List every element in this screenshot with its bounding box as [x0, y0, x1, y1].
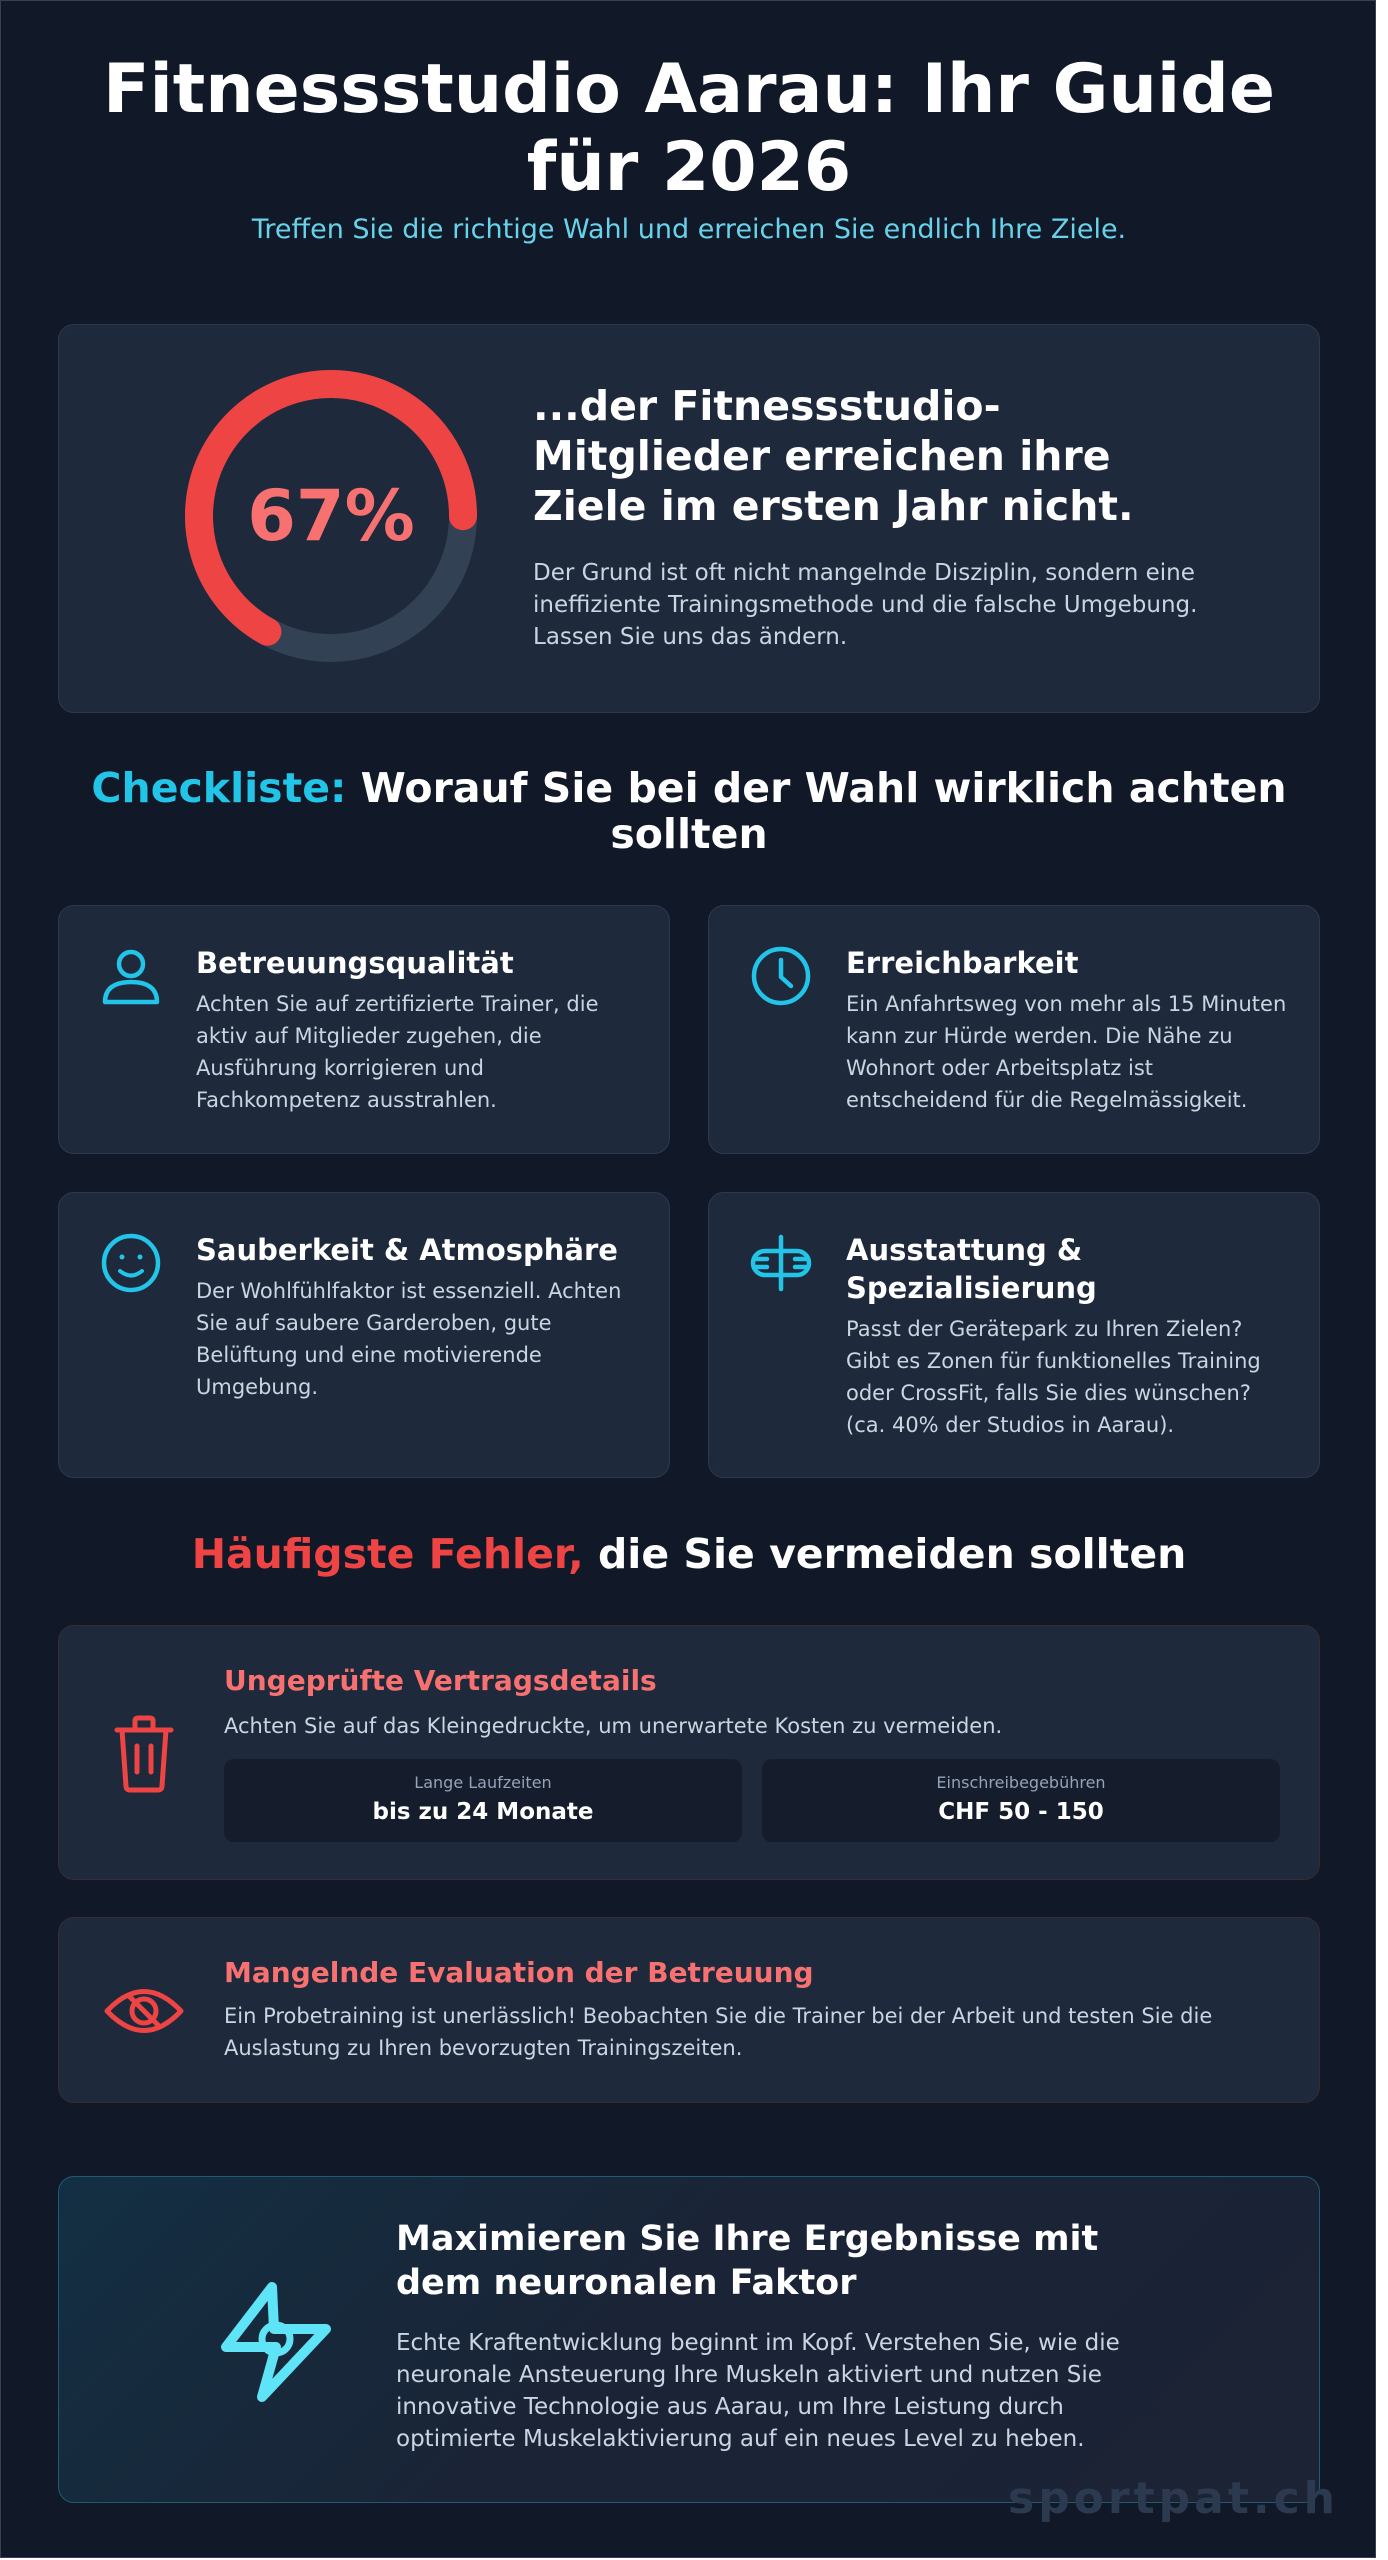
eye-off-icon — [99, 1966, 189, 2056]
checklist-title — [58, 765, 1320, 857]
info-box-label: Lange Laufzeiten — [414, 1773, 552, 1792]
mistake-title: Mangelnde Evaluation der Betreuung — [224, 1956, 814, 1989]
mistakes-title-accent: Häufigste Fehler, — [191, 1530, 584, 1578]
checklist-card-desc: Ein Anfahrtsweg von mehr als 15 Minuten kann zur Hürde werden. Die Nähe zu Wohnort oder Arbeitsplatz ist entscheidend für die Regelmässigkeit. — [846, 992, 1287, 1112]
mistake-card — [58, 1625, 1320, 1880]
user-icon — [99, 944, 163, 1008]
checklist-card — [58, 905, 670, 1154]
mistake-card — [58, 1917, 1320, 2103]
cta-desc: Echte Kraftentwicklung beginnt im Kopf. Verstehen Sie, wie die neuronale Ansteuerung Ihre Muskeln aktiviert und nutzen Sie innovative Technologie aus Aarau, um Ihre Leistung durch optimierte Muskelaktivierung auf ein neues Level zu heben. — [396, 2330, 1120, 2452]
info-box-fees — [762, 1759, 1280, 1842]
smile-icon — [99, 1231, 163, 1295]
dumbbell-icon — [749, 1231, 813, 1295]
cta-title: Maximieren Sie Ihre Ergebnisse mit dem neuronalen Faktor — [396, 2219, 1099, 2303]
mistakes-title — [58, 1531, 1320, 1577]
checklist-card-desc: Der Wohlfühlfaktor ist essenziell. Achten Sie auf saubere Garderoben, gute Belüftung und eine motivierende Umgebung. — [196, 1279, 622, 1399]
info-box-value: CHF 50 - 150 — [938, 1799, 1104, 1825]
checklist-card-title: Betreuungsqualität — [196, 946, 514, 980]
checklist-card-title: Ausstattung & Spezialisierung — [846, 1233, 1097, 1305]
stat-headline: ...der Fitnessstudio-Mitglieder erreichen ihre Ziele im ersten Jahr nicht. — [533, 382, 1134, 530]
mistake-desc: Achten Sie auf das Kleingedruckte, um unerwartete Kosten zu vermeiden. — [224, 1714, 1003, 1738]
watermark: sportpat.ch — [1008, 2473, 1339, 2524]
checklist-card-title: Erreichbarkeit — [846, 946, 1079, 980]
info-box-label: Einschreibegebühren — [936, 1773, 1106, 1792]
mistake-title: Ungeprüfte Vertragsdetails — [224, 1664, 657, 1697]
clock-icon — [749, 944, 813, 1008]
checklist-card-desc: Passt der Gerätepark zu Ihren Zielen? Gibt es Zonen für funktionelles Training oder CrossFit, falls Sie dies wünschen? (ca. 40% der Studios in Aarau). — [846, 1317, 1261, 1437]
checklist-card — [58, 1192, 670, 1478]
mistake-desc: Ein Probetraining ist unerlässlich! Beobachten Sie die Trainer bei der Arbeit und testen Sie die Auslastung zu Ihren bevorzugten Trainingszeiten. — [224, 2004, 1213, 2060]
checklist-card-desc: Achten Sie auf zertifizierte Trainer, die aktiv auf Mitglieder zugehen, die Ausführung korrigieren und Fachkompetenz ausstrahlen. — [196, 992, 599, 1112]
lightning-icon — [214, 2277, 344, 2407]
info-box-contract-length — [224, 1759, 742, 1842]
checklist-title-rest: Worauf Sie bei der Wahl wirklich achten sollten — [360, 764, 1287, 858]
stat-percent: 67% — [247, 475, 415, 557]
stat-body: Der Grund ist oft nicht mangelnde Disziplin, sondern eine ineffiziente Trainingsmethode und die falsche Umgebung. Lassen Sie uns das ändern. — [533, 560, 1198, 650]
cta-card — [58, 2176, 1320, 2503]
checklist-card — [708, 1192, 1320, 1478]
trash-icon — [99, 1708, 189, 1798]
page-title: Fitnessstudio Aarau: Ihr Guide für 2026 — [103, 50, 1275, 207]
checklist-card-title: Sauberkeit & Atmosphäre — [196, 1233, 618, 1267]
info-box-value: bis zu 24 Monate — [372, 1799, 594, 1825]
page-subtitle: Treffen Sie die richtige Wahl und erreichen Sie endlich Ihre Ziele. — [251, 214, 1127, 245]
checklist-title-accent: Checkliste: — [91, 764, 347, 812]
checklist-card — [708, 905, 1320, 1154]
mistakes-title-rest: die Sie vermeiden sollten — [597, 1530, 1187, 1578]
